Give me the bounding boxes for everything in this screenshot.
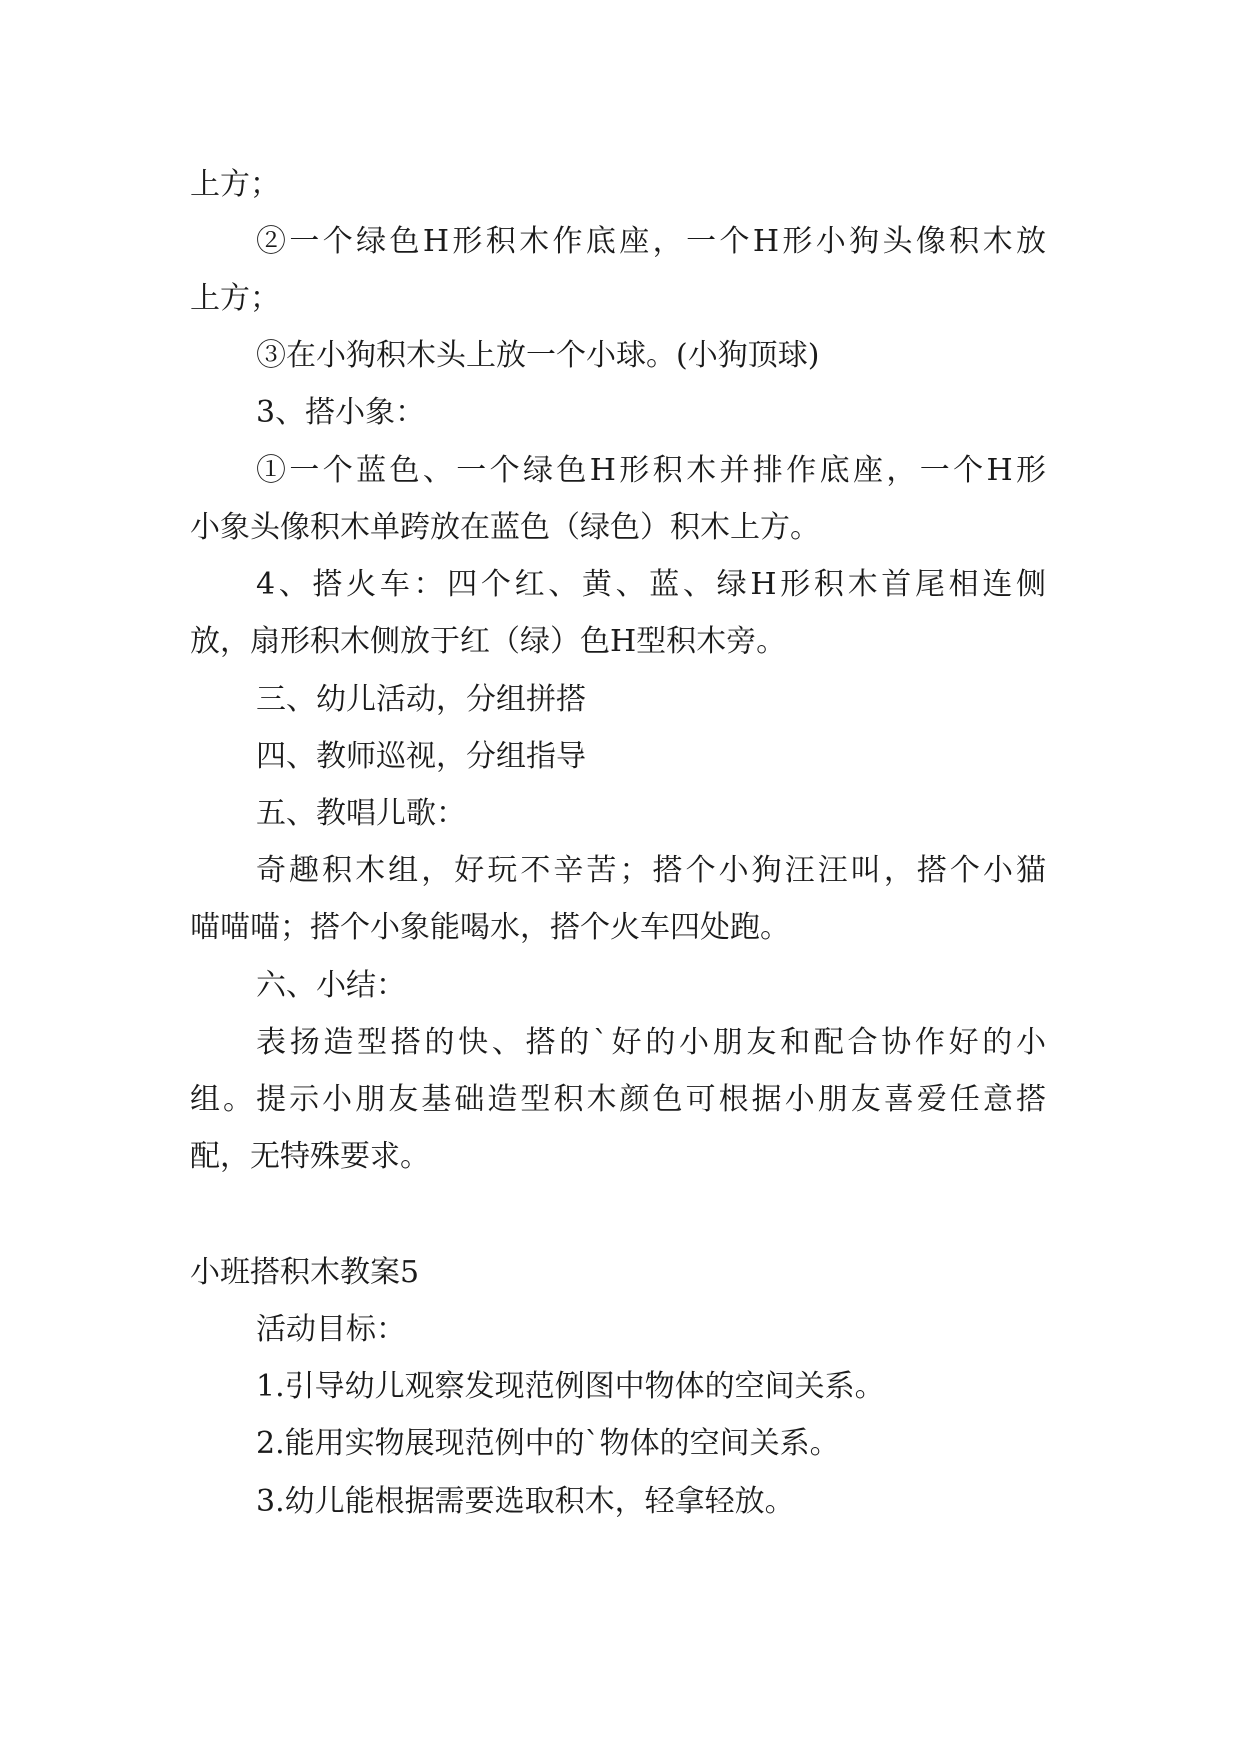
section-heading: 四、教师巡视，分组指导	[256, 739, 586, 774]
document-title: 小班搭积木教案5	[190, 1255, 420, 1290]
list-item: 2.能用实物展现范例中的`物体的空间关系。	[256, 1426, 840, 1461]
text-line: 4、搭火车：四个红、黄、蓝、绿H形积木首尾相连侧	[256, 567, 1046, 602]
text-line: 配，无特殊要求。	[190, 1139, 430, 1174]
section-heading: 六、小结：	[256, 968, 406, 1003]
text-line: 3、搭小象：	[256, 395, 426, 430]
text-line: 放，扇形积木侧放于红（绿）色H型积木旁。	[190, 624, 787, 659]
text-line: ③在小狗积木头上放一个小球。(小狗顶球)	[256, 338, 820, 373]
section-heading: 五、教唱儿歌：	[256, 796, 466, 831]
section-heading: 三、幼儿活动，分组拼搭	[256, 682, 586, 717]
text-line: 上方；	[190, 281, 280, 316]
section-heading: 活动目标：	[256, 1312, 406, 1347]
text-line: 组。提示小朋友基础造型积木颜色可根据小朋友喜爱任意搭	[190, 1082, 1046, 1117]
list-item: 1.引导幼儿观察发现范例图中物体的空间关系。	[256, 1369, 885, 1404]
text-line: 奇趣积木组，好玩不辛苦；搭个小狗汪汪叫，搭个小猫	[256, 853, 1046, 888]
text-line: ②一个绿色H形积木作底座，一个H形小狗头像积木放	[256, 224, 1046, 259]
text-line: 表扬造型搭的快、搭的`好的小朋友和配合协作好的小	[256, 1025, 1046, 1060]
text-line: ①一个蓝色、一个绿色H形积木并排作底座，一个H形	[256, 453, 1046, 488]
list-item: 3.幼儿能根据需要选取积木，轻拿轻放。	[256, 1484, 795, 1519]
text-line: 上方；	[190, 167, 280, 202]
text-line: 喵喵喵；搭个小象能喝水，搭个火车四处跑。	[190, 910, 790, 945]
text-line: 小象头像积木单跨放在蓝色（绿色）积木上方。	[190, 510, 820, 545]
